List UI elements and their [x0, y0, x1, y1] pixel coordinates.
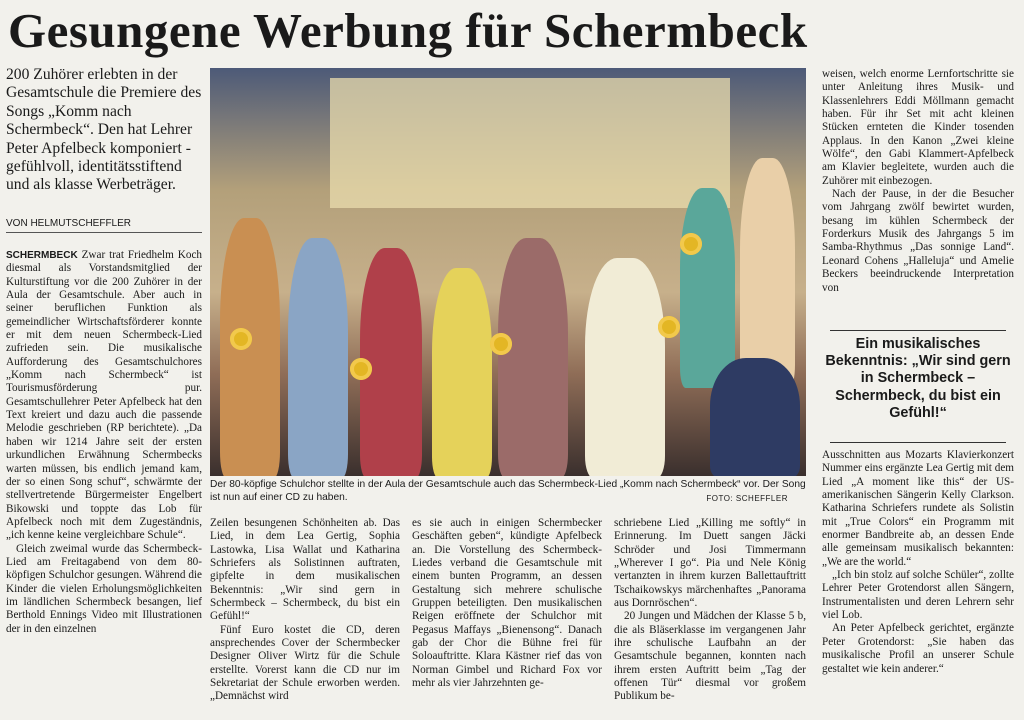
headline: Gesungene Werbung für Schermbeck	[8, 3, 808, 58]
photo-caption	[210, 478, 806, 508]
sunflower-icon	[350, 358, 372, 380]
body-paragraph: Nach der Pause, in der die Besucher vom Jahrgang zwölf bewirtet wurden, besang im kühlen Schermbeck der Forderkurs Musik des Jahrgangs 5 im Samba-Rhythmus „Das sonnige Land“. Leonard Cohens „Halleluja“ und Amelie Beckers beeindruckende Interpretation von	[822, 188, 1014, 294]
column-5-top	[822, 68, 1014, 295]
lead-paragraph: 200 Zuhörer erlebten in der Gesamtschule die Premiere des Songs „Komm nach Schermbeck“. Den hat Lehrer Peter Apfelbeck komponiert - gefühlvoll, identitätsstiftend und als klasse Werbeträger.	[6, 66, 202, 194]
stage-backdrop	[330, 78, 730, 208]
choir-member-shape	[585, 258, 665, 476]
body-paragraph: Gleich zweimal wurde das Schermbeck-Lied am Freitagabend von dem 80-köpfigen Schulchor gesungen. Während die Kinder die vielen Erholungsmöglichkeiten im ländlichen Schermbeck besangen, lief Berthold Ennings Video mit Illustrationen der in den einzelnen	[6, 542, 202, 635]
paragraph-text: Zwar trat Friedhelm Koch diesmal als Vorstandsmitglied der Kulturstiftung vor die 200 Zuhörer in der Aula der Gesamtschule. Aber auch in seiner beruflichen Funktion als gemeindlicher Wirtschaftsförderer konnte er mit dem neuen Schermbeck-Lied zufrieden sein. Die musikalische Aufforderung des Gesamtschulchores „Komm nach Schermbeck“ ist Tourismusförderung pur. Gesamtschullehrer Peter Apfelbeck hat den Text kreiert und dazu auch die passende Melodie geschrieben (RP berichtete). „Da haben wir 1214 Jahre seit der ersten urkundlichen Erwähnung Schermbecks warten müssen, bis endlich jemand kam, der so einen Song schuf“, schwärmte der stellvertretende Bürgermeister Engelbert Bikowski und toppte das Lob für Apfelbeck noch mit dem Zugeständnis, „ich kenne keine vergleichbare Schule“.	[6, 249, 203, 542]
choir-photo	[210, 68, 806, 476]
sunflower-icon	[680, 233, 702, 255]
choir-member-shape	[740, 158, 795, 388]
body-paragraph: weisen, welch enorme Lernfortschritte sie unter Anleitung ihres Musik- und Klassenlehrers Eddi Möllmann gemacht haben. Für ihr Set mit acht kleinen Stücken ernteten die Kinder tosenden Applaus. In den Kanon „Zwei kleine Wölfe“, den Gabi Klammert-Apfelbeck am Klavier begleitete, wurden auch die Zuhörer mit einbezogen.	[822, 68, 1014, 187]
pullquote: Ein musikalisches Bekenntnis: „Wir sind gern in Schermbeck – Schermbeck, du bist ein Gefühl!“	[825, 336, 1011, 421]
pullquote-rule-top	[830, 330, 1006, 331]
sunflower-icon	[230, 328, 252, 350]
choir-member-shape	[680, 188, 735, 388]
caption-text: Der 80-köpfige Schulchor stellte in der Aula der Gesamtschule auch das Schermbeck-Lied „Komm nach Schermbeck“ vor. Der Song ist nun auf einer CD zu haben.	[210, 479, 806, 503]
body-paragraph	[6, 249, 202, 543]
sunflower-icon	[490, 333, 512, 355]
column-5-bottom	[822, 449, 1014, 676]
column-3	[412, 517, 602, 690]
body-paragraph: „Ich bin stolz auf solche Schüler“, zollte Lehrer Peter Grotendorst allen Sängern, Instrumentalisten und deren Lehrern sehr viel Lob.	[822, 569, 1014, 622]
column-1	[6, 249, 202, 636]
dateline: SCHERMBECK	[6, 250, 78, 261]
body-paragraph: Ausschnitten aus Mozarts Klavierkonzert Nummer eins ergänzte Lea Gertig mit dem Lied „A moment like this“ der US-amerikanischen Sängerin Kelly Clarkson. Katharina Schriefers rundete als Solistin mit „True Colors“ ein Programm mit enormer Bandbreite ab, an dessen Ende alle gemeinsam musikalisch bekannten: „We are the world.“	[822, 449, 1014, 568]
body-paragraph: 20 Jungen und Mädchen der Klasse 5 b, die als Bläserklasse im vergangenen Jahr ihre schulische Laufbahn an der Gesamtschule begannen, konnten nach ihrem ersten Auftritt beim „Tag der offenen Tür“ diesmal vor großem Publikum be-	[614, 610, 806, 703]
choir-member-shape	[498, 238, 568, 476]
body-paragraph: schriebene Lied „Killing me softly“ in Erinnerung. Im Duett sangen Jäcki Schröder und Josi Timmermann „Wherever I go“. Pia und Nele König vertanzten in ihrem kurzen Ballettauftritt Tschaikowskys märchenhaftes „Panorama aus Dornröschen“.	[614, 517, 806, 610]
choir-member-shape	[288, 238, 348, 476]
column-2	[210, 517, 400, 704]
divider	[6, 232, 202, 233]
column-4	[614, 517, 806, 704]
photo-credit: FOTO: SCHEFFLER	[706, 494, 788, 503]
body-paragraph: Fünf Euro kostet die CD, deren ansprechendes Cover der Schermbecker Designer Oliver Wirtz für die Schule erstellte. Vorerst kann die CD nur im Sekretariat der Schule erworben werden. „Demnächst wird	[210, 623, 400, 703]
choir-member-shape	[220, 218, 280, 476]
pullquote-rule-bottom	[830, 442, 1006, 443]
body-paragraph: Zeilen besungenen Schönheiten ab. Das Lied, in dem Lea Gertig, Sophia Lastowka, Lisa Wallat und Katharina Schriefers als Solistinnen auftraten, gipfelte in dem musikalischen Bekenntnis: „Wir sind gern in Schermbeck – Schermbeck, du bist ein Gefühl!“	[210, 517, 400, 623]
body-paragraph: es sie auch in einigen Schermbecker Geschäften geben“, kündigte Apfelbeck an. Die Vorstellung des Schermbeck-Liedes verband die Gesamtschule mit einem bunten Programm, an dessen Gestaltung sich mehrere schulische Gruppen beteiligten. Den musikalischen Reigen eröffnete der Schulchor mit Pegasus Maffays „Bienensong“. Danach gab der Chor die Bühne frei für Soloauftritte. Klara Kästner rief das von Norman Gimbel und Richard Fox vor mehr als vier Jahrzehnten ge-	[412, 517, 602, 690]
choir-member-shape	[710, 358, 800, 476]
byline: VON HELMUTSCHEFFLER	[6, 218, 132, 229]
body-paragraph: An Peter Apfelbeck gerichtet, ergänzte Peter Grotendorst: „Sie haben das musikalische Profil an unserer Schule gestaltet wie kein anderer.“	[822, 622, 1014, 675]
choir-member-shape	[432, 268, 492, 476]
sunflower-icon	[658, 316, 680, 338]
